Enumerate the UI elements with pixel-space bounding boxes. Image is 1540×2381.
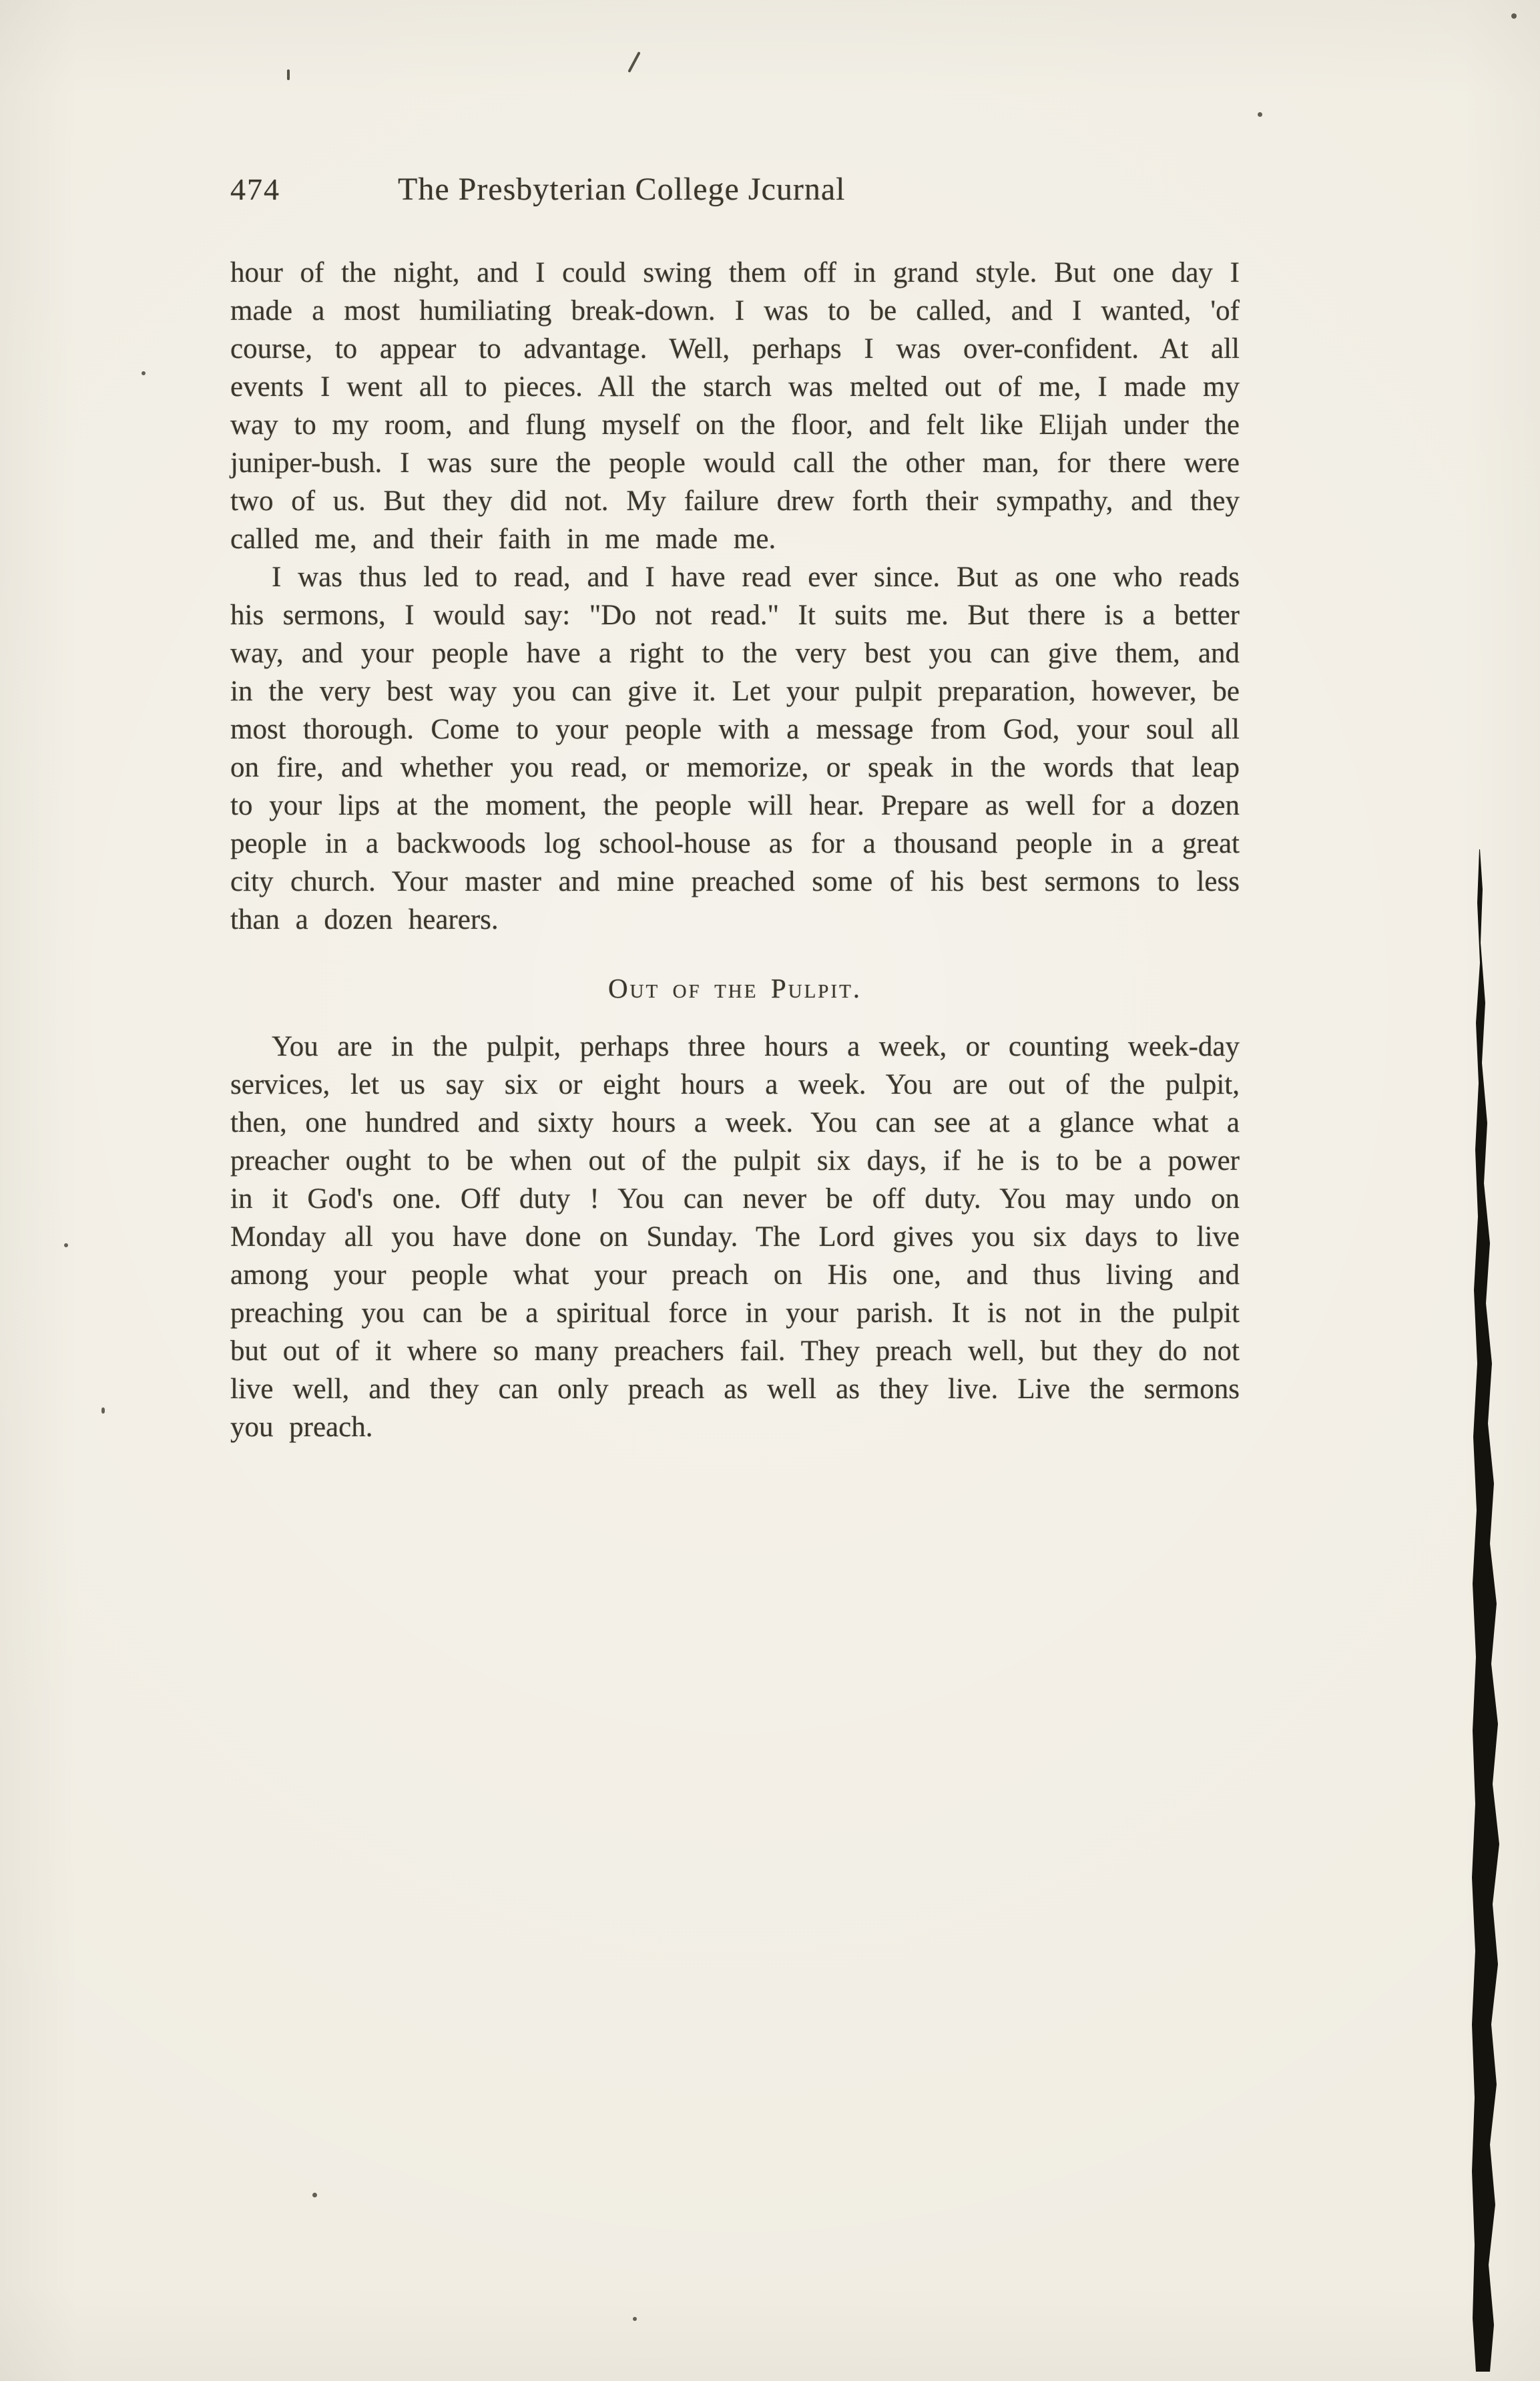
scan-speck [101, 1408, 105, 1414]
scan-speck [1511, 13, 1517, 19]
scan-speck [312, 2193, 317, 2197]
body-paragraph-2: I was thus led to read, and I have read ever since. But as one who reads his sermons, I would say: "Do not read." It suits me. But there is a better way, and your people have a right to the very best you can give them, and in the very best way you can give it. Let your pulpit preparation, however, be most thorough. Come to your people with a message from God, your soul all on fire, and whether you read, or memorize, or speak in the words that leap to your lips at the moment, the people will hear. Prepare as well for a dozen people in a backwoods log school-house as for a thousand people in a great city church. Your master and mine preached some of his best sermons to less than a dozen hearers. [230, 562, 1240, 935]
ink-streak-artifact [1470, 849, 1517, 2372]
scan-speck [64, 1243, 68, 1247]
section-heading: Out of the Pulpit. [607, 973, 862, 1004]
scan-speck [142, 371, 146, 375]
journal-title: The Presbyterian College Jcurnal [398, 172, 846, 207]
scan-speck-dash [287, 69, 290, 80]
body-paragraph-3: You are in the pulpit, perhaps three hours a week, or counting week-day services, let us say six or eight hours a week. You are out of the pulpit, then, one hundred and sixty hours a week. You can see at a glance what a preacher ought to be when out of the pulpit six days, if he is to be a power in it God's one. Off duty ! You can never be off duty. You may undo on Monday all you have done on Sunday. The Lord gives you six days to live among your people what your preach on His one, and thus living and preaching you can be a spiritual force in your parish. It is not in the pulpit but out of it where so many preachers fail. They preach well, but they do not live well, and they can only preach as well as they live. Live the sermons you preach. [230, 1031, 1240, 1443]
body-paragraph-1: hour of the night, and I could swing them off in grand style. But one day I made a most humiliating break-down. I was to be called, and I wanted, 'of course, to appear to advantage. Well, perhaps I was over-confident. At all events I went all to pieces. All the starch was melted out of me, I made my way to my room, and flung myself on the floor, and felt like Elijah under the juniper-bush. I was sure the people would call the other man, for there were two of us. But they did not. My failure drew forth their sympathy, and they called me, and their faith in me made me. [230, 257, 1240, 555]
page-number: 474 [230, 172, 280, 206]
page-header [230, 171, 1240, 208]
scan-speck [1258, 112, 1262, 117]
scan-speck [633, 2317, 637, 2321]
text-block [230, 254, 1240, 1446]
scan-speck-stroke [627, 51, 640, 73]
